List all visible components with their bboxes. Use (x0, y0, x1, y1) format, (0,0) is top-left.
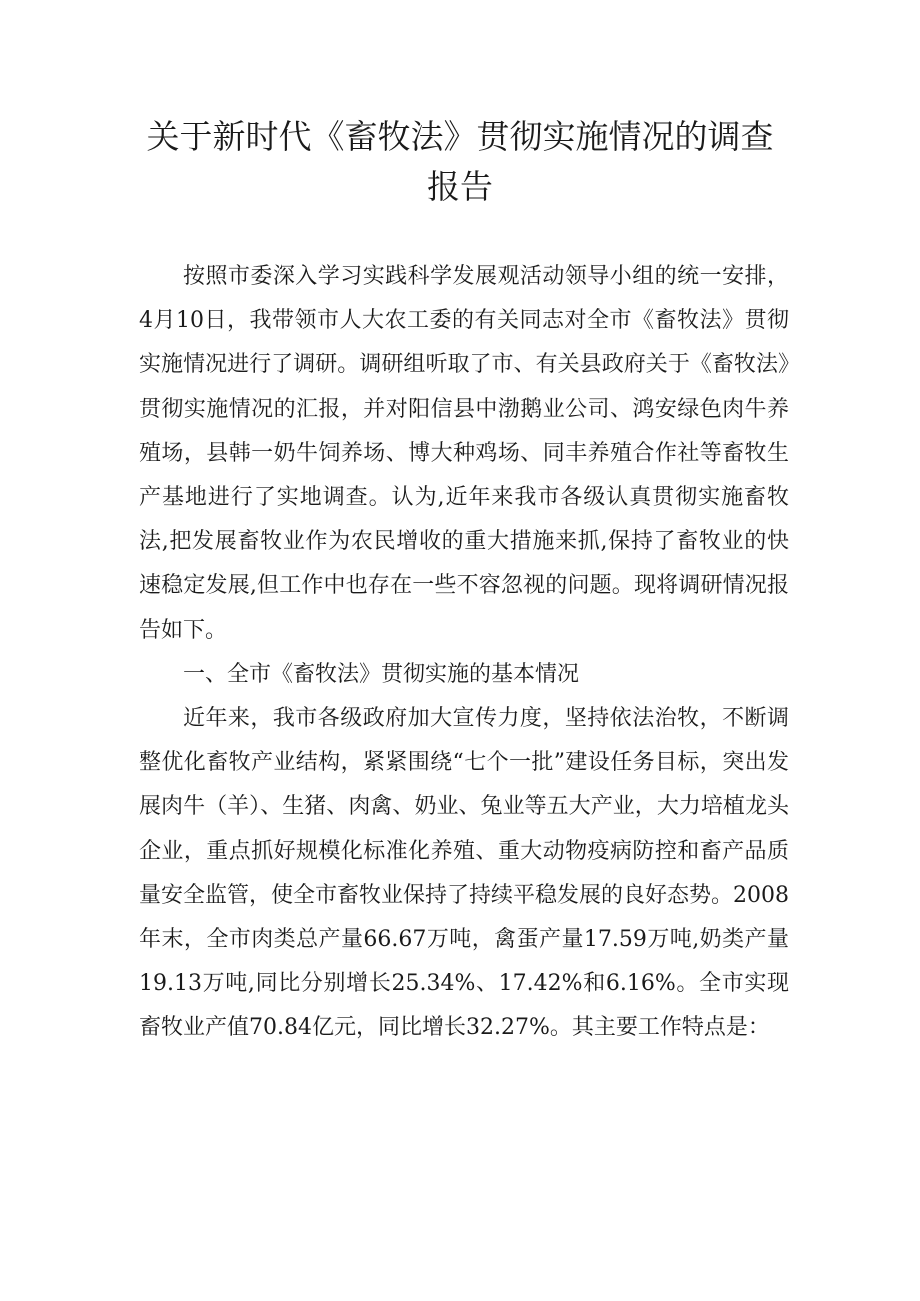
title-line-2: 报告 (427, 167, 493, 206)
intro-paragraph: 按照市委深入学习实践科学发展观活动领导小组的统一安排，4月10日，我带领市人大农工委的有关同志对全市《畜牧法》贯彻实施情况进行了调研。调研组听取了市、有关县政府关于《畜牧法》贯彻实施情况的汇报，并对阳信县中渤鹅业公司、鸿安绿色肉牛养殖场，县韩一奶牛饲养场、博大种鸡场、同丰养殖合作社等畜牧生产基地进行了实地调查。认为,近年来我市各级认真贯彻实施畜牧法,把发展畜牧业作为农民增收的重大措施来抓,保持了畜牧业的快速稳定发展,但工作中也存在一些不容忽视的问题。现将调研情况报告如下。 (139, 264, 789, 643)
title-line-1: 关于新时代《畜牧法》贯彻实施情况的调查 (146, 117, 774, 156)
document-body (139, 255, 789, 1051)
section-paragraph: 近年来，我市各级政府加大宣传力度，坚持依法治牧，不断调整优化畜牧产业结构，紧紧围绕“七个一批”建设任务目标，突出发展肉牛（羊）、生猪、肉禽、奶业、兔业等五大产业，大力培植龙头企业，重点抓好规模化标准化养殖、重大动物疫病防控和畜产品质量安全监管，使全市畜牧业保持了持续平稳发展的良好态势。2008年末，全市肉类总产量66.67万吨，禽蛋产量17.59万吨,奶类产量19.13万吨,同比分别增长25.34%、17.42%和6.16%。全市实现畜牧业产值70.84亿元，同比增长32.27%。其主要工作特点是： (139, 706, 789, 1041)
document-title (120, 112, 800, 212)
section-heading: 一、全市《畜牧法》贯彻实施的基本情况 (183, 661, 580, 687)
